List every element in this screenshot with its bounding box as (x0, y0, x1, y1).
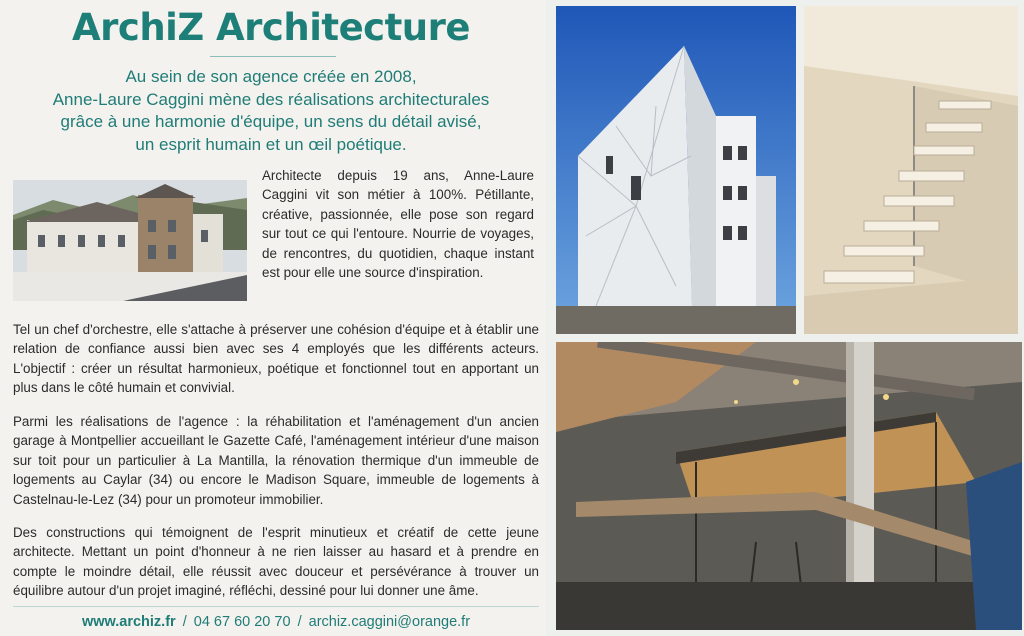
phone-number: 04 67 60 20 70 (193, 614, 291, 630)
paragraph-projects: Parmi les réalisations de l'agence : la réhabilitation et l'aménagement d'un ancien garage à Montpellier accueillant le Gazette Café, l'aménagement intérieur d'une maison sur toit pour un particulier à La Mantilla, la rénovation thermique d'un immeuble de logements au Caylar (34) ou encore le Madison Square, immeuble de logements à Castelnau-le-Lez (34) pour un promoteur immobilier. (13, 414, 539, 507)
intro-line: Anne-Laure Caggini mène des réalisations architecturales (52, 89, 490, 109)
intro-line: Au sein de son agence créée en 2008, (125, 67, 417, 86)
paragraph-team: Tel un chef d'orchestre, elle s'attache à préserver une cohésion d'équipe et à établir une relation de confiance aussi bien avec ses 4 employés que les différents acteurs. L'objectif : créer un résultat harmonieux, poétique et fonctionnel tout en apportant un plus dans le côté humain et convivial. (13, 322, 539, 396)
intro-line: grâce à une harmonie d'équipe, un sens du détail avisé, (60, 112, 482, 131)
website-link[interactable]: www.archiz.fr (81, 614, 176, 630)
contact-footer (13, 614, 539, 630)
photo-floating-staircase (804, 6, 1018, 334)
intro-line: un esprit humain et un œil poétique. (135, 134, 407, 154)
photo-renovated-building (13, 180, 247, 301)
title-divider (210, 56, 336, 57)
footer-separator: / (182, 614, 187, 630)
footer-divider (13, 606, 539, 607)
article-title: ArchiZ Architecture (72, 6, 470, 49)
photo-cafe-interior (556, 342, 1022, 630)
paragraph-conclusion: Des constructions qui témoignent de l'esprit minutieux et créatif de cette jeune architecte. Mettant un point d'honneur à ne rien laisser au hasard et à prendre en compte le moindre détail, elle réussit avec douceur et persévérance à trouver un équilibre autour d'un projet imaginé, réfléchi, dessiné pour lui donner une âme. (13, 525, 539, 599)
email-address[interactable]: archiz.caggini@orange.fr (308, 614, 471, 630)
article-intro (10, 66, 532, 156)
paragraph-intro: Architecte depuis 19 ans, Anne-Laure Caggini vit son métier à 100%. Pétillante, créative, passionnée, elle pose son regard sur tout ce qui l'entoure. Nourrie de voyages, de rencontres, du quotidien, chaque instant est pour elle une source d'inspiration. (262, 168, 534, 281)
footer-separator: / (297, 614, 302, 630)
photo-faceted-facade (556, 6, 796, 334)
